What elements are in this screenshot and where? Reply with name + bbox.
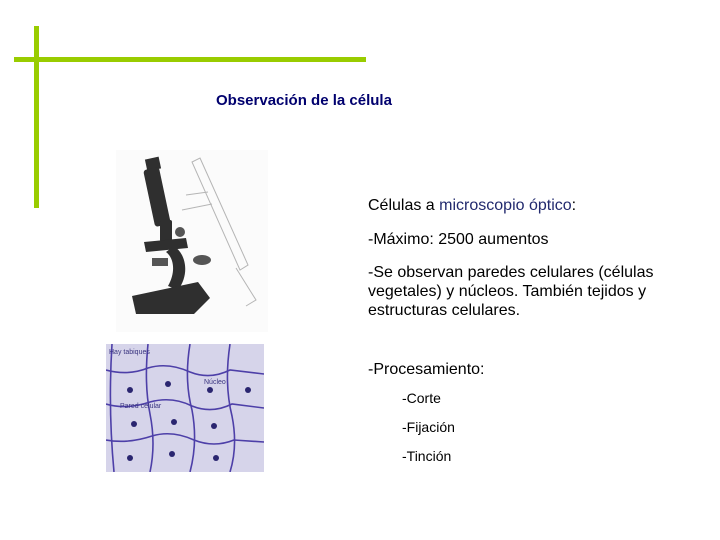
- microscope-image: [116, 150, 268, 332]
- accent-bar-horizontal: [14, 57, 366, 62]
- plant-cells-image: [106, 344, 264, 472]
- intro-highlight: microscopio óptico: [439, 197, 572, 214]
- processing-heading: -Procesamiento:: [368, 361, 485, 378]
- processing-step-fijacion: -Fijación: [402, 419, 455, 435]
- slide-title: Observación de la célula: [216, 92, 392, 109]
- intro-line: [368, 196, 576, 215]
- accent-bar-vertical: [34, 26, 39, 208]
- processing-step-corte: -Corte: [402, 390, 441, 406]
- intro-prefix: Células a: [368, 197, 440, 214]
- max-magnification: -Máximo: 2500 aumentos: [368, 231, 549, 248]
- cells-label-tabiques: Hay tabiques: [109, 349, 150, 356]
- intro-suffix: :: [571, 197, 577, 214]
- cells-label-pared: Pared celular: [120, 403, 162, 410]
- processing-step-tincion: -Tinción: [402, 448, 452, 464]
- observation-text: -Se observan paredes celulares (células vegetales) y núcleos. También tejidos y estructuras celulares.: [368, 264, 654, 319]
- cells-label-nucleo: Núcleo: [204, 379, 226, 386]
